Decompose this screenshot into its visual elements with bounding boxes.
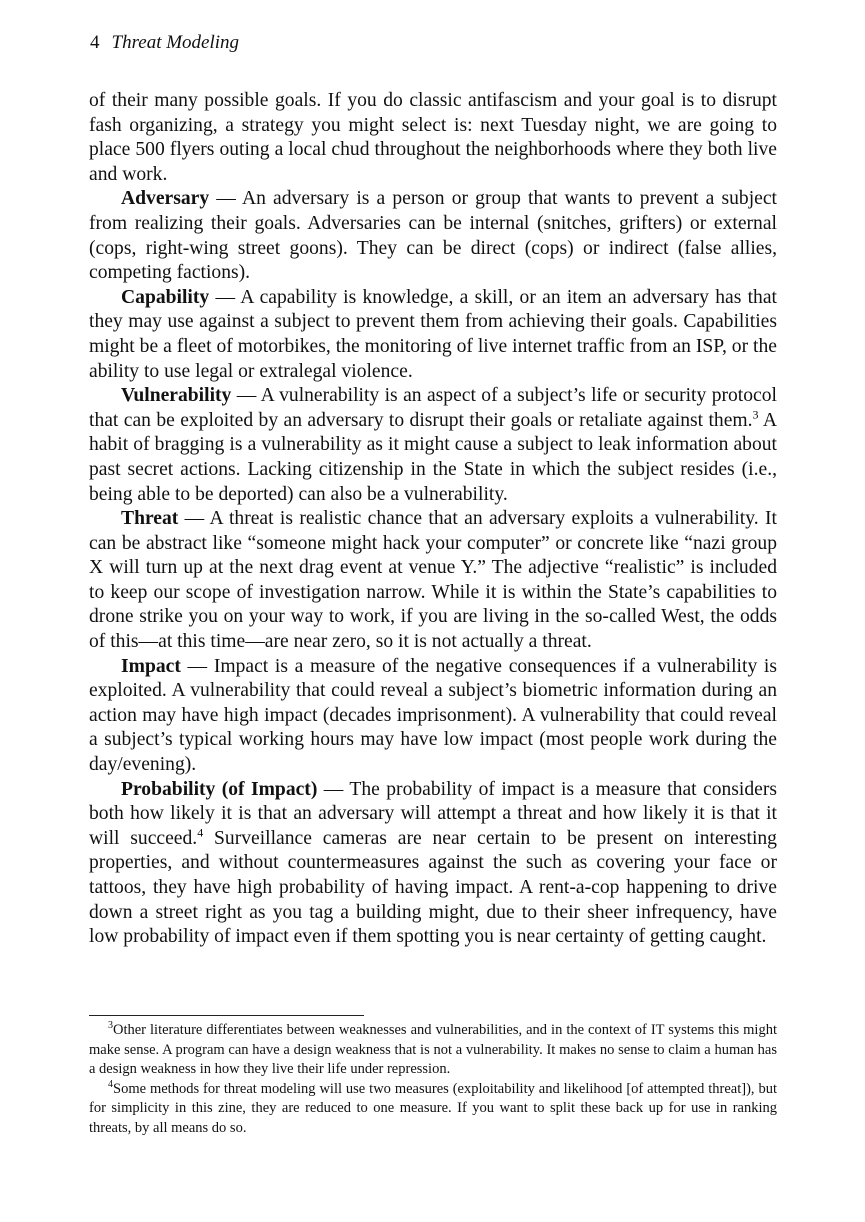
probability-definition-cont: Surveillance cameras are near certain to be present on interesting properties, and without countermeasures against the such as covering your face or tattoos, they have high probability of having impact. A rent-a-cop happening to drive down a street right as you tag a building might, due to their sheer infrequency, have low probability of impact even if them spotting you is near certainty of getting caught. — [89, 827, 777, 948]
footnote-mark-3: 3 — [108, 1020, 113, 1032]
threat-definition: — A threat is realistic chance that an adversary exploits a vulnerability. It can be abstract like “someone might hack your computer” or concrete like “nazi group X will turn up at the next drag event at venue Y.” The adjective “realistic” is included to keep our scope of investigation narrow. While it is within the State’s capabilities to drone strike you on your way to work, if you are living in the so-called West, the odds of this—at this time—are near zero, so it is not actually a threat. — [89, 508, 777, 653]
adversary-paragraph — [89, 187, 777, 285]
footnote-ref-4[interactable]: 4 — [197, 825, 204, 840]
impact-paragraph — [89, 655, 777, 778]
probability-paragraph — [89, 778, 777, 950]
threat-term: Threat — [121, 508, 179, 530]
footnotes — [89, 1021, 777, 1139]
chapter-title: Threat Modeling — [111, 32, 240, 53]
footnote-4-text: Some methods for threat modeling will use two measures (exploitability and likelihood [of attempted threat]), but for simplicity in this zine, they are reduced to one measure. If you want to split these back up for use in ranking threats, by all means do so. — [89, 1080, 777, 1136]
footnote-4 — [89, 1080, 777, 1139]
vulnerability-term: Vulnerability — [121, 385, 232, 407]
probability-term: Probability (of Impact) — [121, 778, 318, 800]
intro-paragraph: of their many possible goals. If you do classic antifascism and your goal is to disrupt fash organizing, a strategy you might select is: next Tuesday night, we are going to place 500 flyers outing a local chud throughout the neighborhoods where they both live and work. — [89, 90, 777, 185]
footnote-mark-4: 4 — [108, 1078, 113, 1090]
page-number: 4 — [90, 32, 100, 53]
capability-definition: — A capability is knowledge, a skill, or an item an adversary has that they may use against a subject to prevent them from achieving their goals. Capabilities might be a fleet of motorbikes, the monitoring of live internet traffic from an ISP, or the ability to use legal or extralegal violence. — [89, 286, 777, 382]
adversary-definition: — An adversary is a person or group that wants to prevent a subject from realizing their goals. Adversaries can be internal (snitches, grifters) or external (cops, right-wing street goons). They can be direct (cops) or indirect (false allies, competing factions). — [89, 188, 777, 284]
impact-term: Impact — [121, 655, 181, 677]
body-text — [89, 89, 777, 950]
threat-paragraph — [89, 507, 777, 655]
capability-term: Capability — [121, 286, 210, 308]
vulnerability-definition-cont: A habit of bragging is a vulnerability as it might cause a subject to leak information about past secret actions. Lacking citizenship in the State in which the subject resides (i.e., being able to be deported) can also be a vulnerability. — [89, 409, 778, 505]
probability-definition: — The probability of impact is a measure that considers both how likely it is that an adversary will attempt a threat and how likely it is that it will succeed. — [89, 778, 778, 849]
impact-definition: — Impact is a measure of the negative consequences if a vulnerability is exploited. A vulnerability that could reveal a subject’s biometric information during an action may have high impact (decades imprisonment). A vulnerability that could reveal a subject’s typical working hours may have low impact (most people work during the day/evening). — [89, 655, 777, 776]
running-head — [90, 32, 239, 54]
footnote-ref-3[interactable]: 3 — [752, 407, 759, 422]
adversary-term: Adversary — [121, 188, 210, 210]
footnote-rule — [89, 1015, 364, 1016]
footnote-3-text: Other literature differentiates between weaknesses and vulnerabilities, and in the context of IT systems this might make sense. A program can have a design weakness that is not a vulnerability. It makes no sense to claim a human has a design weakness in how they live their life under repression. — [89, 1022, 777, 1078]
footnote-3 — [89, 1021, 777, 1080]
vulnerability-definition: — A vulnerability is an aspect of a subject’s life or security protocol that can be exploited by an adversary to disrupt their goals or retaliate against them. — [89, 385, 777, 431]
capability-paragraph — [89, 286, 777, 384]
vulnerability-paragraph — [89, 384, 777, 507]
